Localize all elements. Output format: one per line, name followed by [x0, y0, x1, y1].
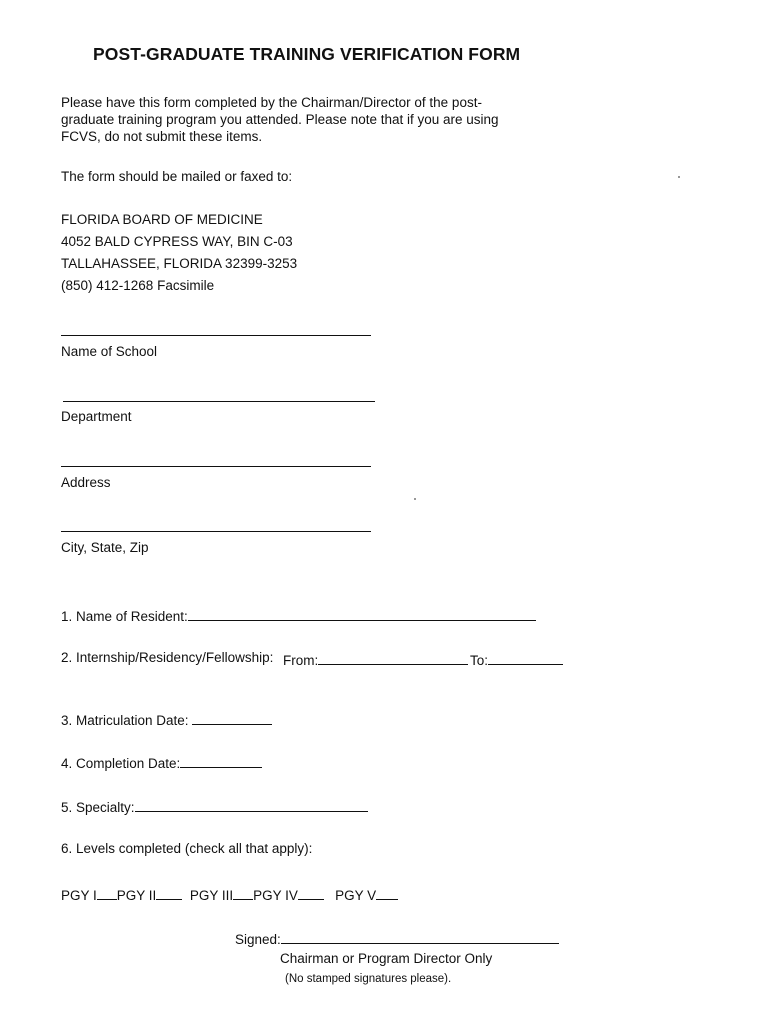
school-blank-line[interactable] [61, 335, 371, 336]
from-blank[interactable] [318, 650, 468, 665]
address-line-1: FLORIDA BOARD OF MEDICINE [61, 212, 263, 227]
pgy5-check-blank[interactable] [376, 885, 398, 900]
to-label: To: [470, 653, 489, 668]
signature-role: Chairman or Program Director Only [280, 951, 493, 966]
signature-note: (No stamped signatures please). [285, 973, 452, 985]
matriculation-row [61, 710, 272, 728]
matriculation-label: 3. Matriculation Date: [61, 713, 189, 728]
school-label: Name of School [61, 344, 158, 359]
resident-blank[interactable] [188, 606, 536, 621]
scan-speck [678, 176, 680, 178]
signature-row [235, 929, 559, 947]
specialty-row [61, 797, 368, 815]
to-row [470, 650, 563, 668]
specialty-label: 5. Specialty: [61, 800, 135, 815]
address-blank-line[interactable] [61, 466, 371, 467]
from-label: From: [283, 653, 319, 668]
address-line-2: 4052 BALD CYPRESS WAY, BIN C-03 [61, 234, 293, 249]
pgy1-check-blank[interactable] [97, 885, 117, 900]
address-line-3: TALLAHASSEE, FLORIDA 32399-3253 [61, 256, 298, 271]
pgy1-label: PGY I [61, 888, 97, 903]
pgy3-check-blank[interactable] [233, 885, 253, 900]
pgy5-label: PGY V [335, 888, 377, 903]
pgy2-label: PGY II [116, 888, 157, 903]
intro-paragraph [61, 94, 531, 145]
intro-line-2: graduate training program you attended. Please note that if you are using [61, 112, 499, 127]
city-label: City, State, Zip [61, 540, 149, 555]
pgy-row [61, 885, 398, 903]
pgy3-label: PGY III [189, 888, 234, 903]
scan-speck [414, 498, 416, 500]
signature-blank[interactable] [281, 929, 559, 944]
city-blank-line[interactable] [61, 531, 371, 532]
pgy2-check-blank[interactable] [156, 885, 182, 900]
specialty-blank[interactable] [135, 797, 368, 812]
matriculation-blank[interactable] [192, 710, 272, 725]
intro-line-3: FCVS, do not submit these items. [61, 129, 263, 144]
resident-label: 1. Name of Resident: [61, 609, 188, 624]
completion-row [61, 753, 262, 771]
intro-line-1: Please have this form completed by the Chairman/Director of the post- [61, 95, 482, 110]
internship-label: 2. Internship/Residency/Fellowship: [61, 650, 274, 665]
address-line-4: (850) 412-1268 Facsimile [61, 278, 215, 293]
department-label: Department [61, 409, 132, 424]
form-title: POST-GRADUATE TRAINING VERIFICATION FORM [93, 44, 521, 64]
resident-row [61, 606, 536, 624]
completion-blank[interactable] [180, 753, 262, 768]
levels-label: 6. Levels completed (check all that apply): [61, 841, 313, 856]
mail-instruction: The form should be mailed or faxed to: [61, 169, 293, 184]
to-blank[interactable] [488, 650, 563, 665]
pgy4-label: PGY IV [253, 888, 298, 903]
pgy4-check-blank[interactable] [298, 885, 324, 900]
completion-label: 4. Completion Date: [61, 756, 181, 771]
department-blank-line[interactable] [63, 401, 375, 402]
from-row [283, 650, 468, 668]
signed-label: Signed: [235, 932, 281, 947]
address-label: Address [61, 475, 111, 490]
